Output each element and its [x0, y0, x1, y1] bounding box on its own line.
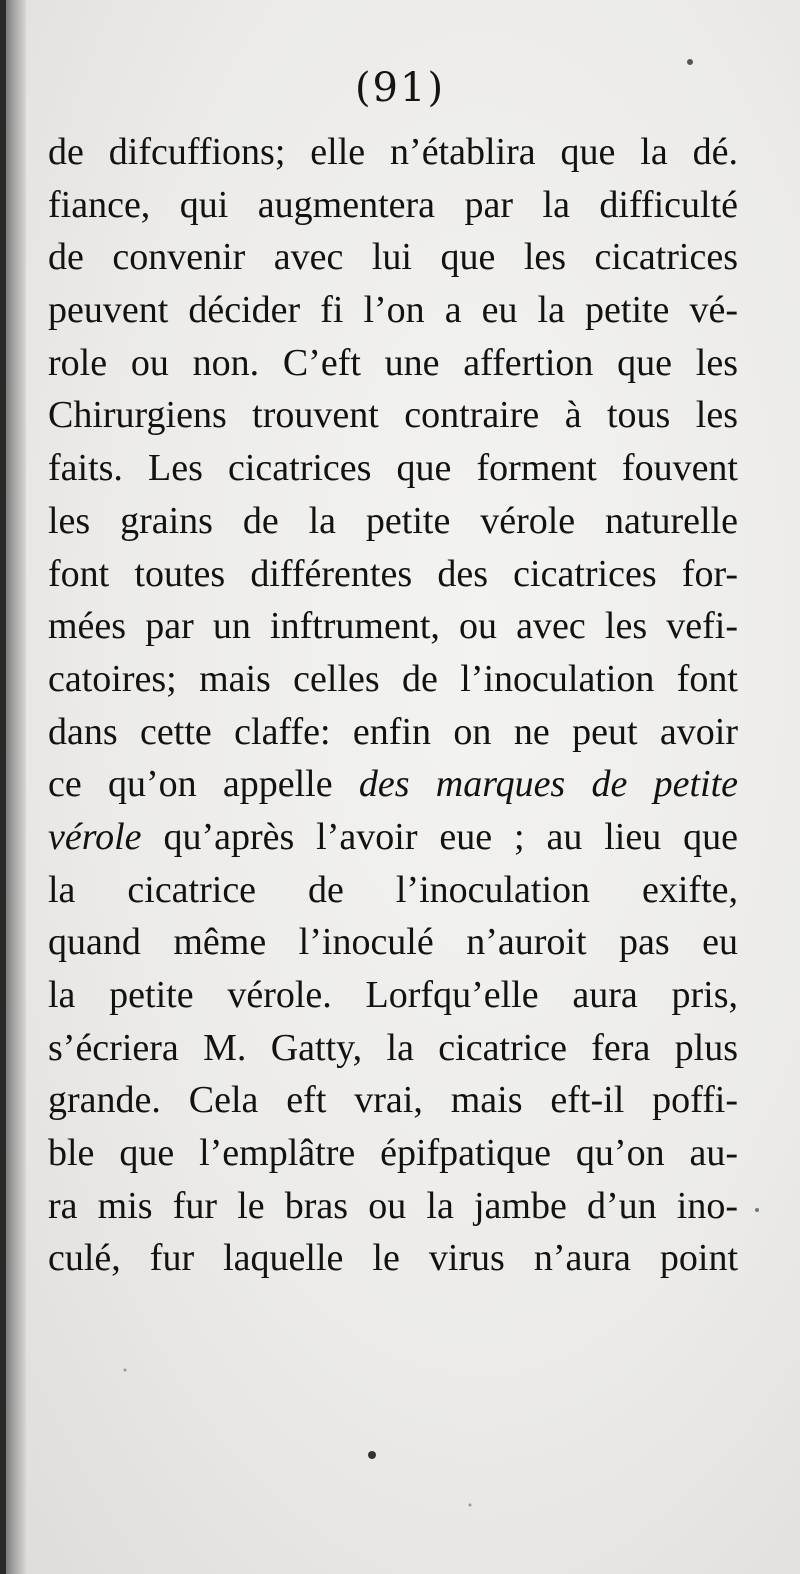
- text-line: [48, 126, 738, 179]
- line-text: ra mis fur le bras ou la jambe d’un ino-: [48, 1184, 738, 1227]
- line-text: grande. Cela eft vrai, mais eft-il poffi-: [48, 1079, 738, 1122]
- line-text: fiance, qui augmentera par la difficulté: [48, 183, 738, 226]
- text-line: [48, 337, 738, 390]
- line-text: role ou non. C’eft une affertion que les: [48, 341, 738, 384]
- line-text: ble que l’emplâtre épifpatique qu’on au-: [48, 1132, 738, 1175]
- line-text: les grains de la petite vérole naturelle: [48, 499, 738, 542]
- text-line: [48, 1180, 738, 1233]
- line-text: la cicatrice de l’inoculation exifte,: [48, 868, 738, 911]
- text-line: [48, 442, 738, 495]
- text-line: [48, 1074, 738, 1127]
- line-text: dans cette claffe: enfin on ne peut avoir: [48, 710, 738, 753]
- text-line: [48, 231, 738, 284]
- text-line: [48, 969, 738, 1022]
- text-line: [48, 1022, 738, 1075]
- line-text: culé, fur laquelle le virus n’aura point: [48, 1237, 738, 1280]
- line-text: font toutes différentes des cicatrices for-: [48, 552, 738, 595]
- text-line: [48, 389, 738, 442]
- text-line: [48, 758, 738, 811]
- line-text: catoires; mais celles de l’inoculation font: [48, 657, 738, 700]
- text-line: [48, 1127, 738, 1180]
- line-text: quand même l’inoculé n’auroit pas eu: [48, 921, 738, 964]
- line-text: s’écriera M. Gatty, la cicatrice fera plus: [48, 1026, 738, 1069]
- line-text: mées par un inftrument, ou avec les vefi-: [48, 605, 738, 648]
- text-line: [48, 600, 738, 653]
- line-text: la petite vérole. Lorfqu’elle aura pris,: [48, 974, 738, 1016]
- text-line: [48, 179, 738, 232]
- page-number: (91): [354, 65, 446, 111]
- italic-phrase: des marques de petite: [358, 763, 738, 806]
- line-text: Chirurgiens trouvent contraire à tous les: [48, 394, 738, 437]
- text-line: [48, 811, 738, 864]
- text-line: [48, 548, 738, 601]
- text-line: [48, 284, 738, 337]
- line-text: peuvent décider fi l’on a eu la petite vé-: [48, 289, 738, 332]
- text-line: [48, 1232, 738, 1285]
- text-line: [48, 653, 738, 706]
- line-text: de difcuffions; elle n’établira que la dé.: [48, 131, 738, 173]
- text-line: [48, 916, 738, 969]
- line-text: faits. Les cicatrices que forment fouvent: [48, 447, 738, 490]
- text-line: [48, 495, 738, 548]
- body-text: [48, 126, 738, 1285]
- line-text: qu’après l’avoir eue ; au lieu que: [141, 815, 738, 858]
- italic-phrase: vérole: [48, 815, 142, 858]
- text-line: [48, 864, 738, 917]
- text-line: [48, 706, 738, 759]
- line-text: de convenir avec lui que les cicatrices: [48, 236, 738, 279]
- line-text: ce qu’on appelle: [48, 763, 359, 806]
